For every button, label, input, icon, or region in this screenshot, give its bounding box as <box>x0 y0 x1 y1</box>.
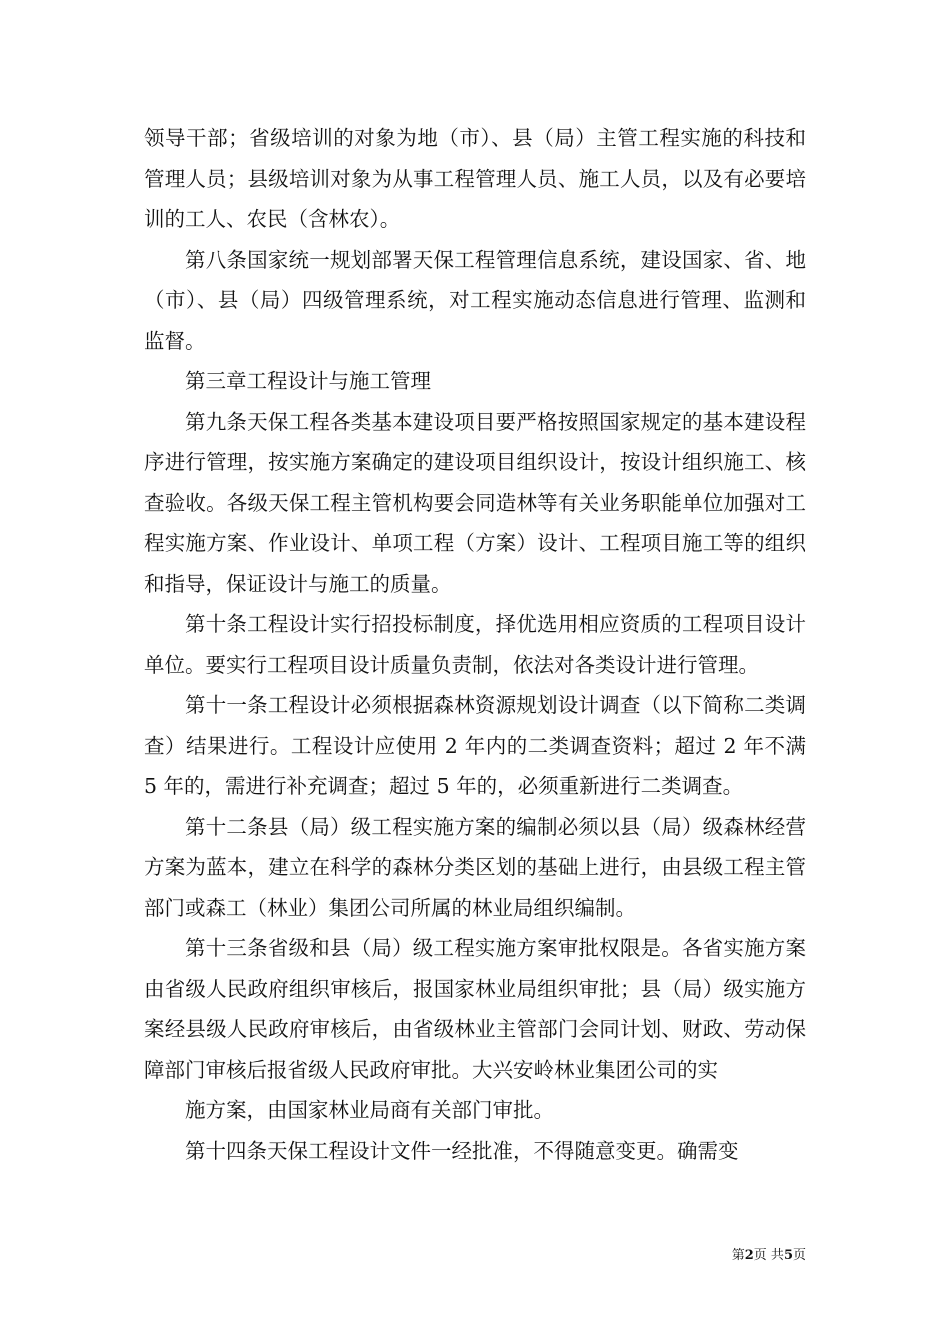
footer-current-page: 2 <box>744 1248 754 1263</box>
paragraph-article-9: 第九条天保工程各类基本建设项目要严格按照国家规定的基本建设程序进行管理，按实施方案确定的建设项目组织设计，按设计组织施工、核查验收。各级天保工程主管机构要会同造林等有关业务职能单位加强对工程实施方案、作业设计、单项工程（方案）设计、工程项目施工等的组织和指导，保证设计与施工的质量。 <box>144 409 806 596</box>
paragraph-article-12: 第十二条县（局）级工程实施方案的编制必须以县（局）级森林经营方案为蓝本，建立在科学的森林分类区划的基础上进行，由县级工程主管部门或森工（林业）集团公司所属的林业局组织编制。 <box>144 814 806 920</box>
footer-suffix: 页 <box>792 1248 806 1263</box>
paragraph-article-10: 第十条工程设计实行招投标制度，择优选用相应资质的工程项目设计单位。要实行工程项目设计质量负责制，依法对各类设计进行管理。 <box>144 612 806 677</box>
paragraph-article-13: 第十三条省级和县（局）级工程实施方案审批权限是。各省实施方案由省级人民政府组织审核后，报国家林业局组织审批；县（局）级实施方案经县级人民政府审核后，由省级林业主管部门会同计划、财政、劳动保障部门审核后报省级人民政府审批。大兴安岭林业集团公司的实 <box>144 936 806 1082</box>
footer-prefix: 第 <box>731 1248 745 1263</box>
footer-middle: 页 共 <box>753 1248 784 1263</box>
paragraph-article-11: 第十一条工程设计必须根据森林资源规划设计调查（以下简称二类调查）结果进行。工程设计应使用 2 年内的二类调查资料；超过 2 年不满 5 年的，需进行补充调查；超过 5 年的，必须重新进行二类调查。 <box>144 693 806 798</box>
paragraph-article-14: 第十四条天保工程设计文件一经批准，不得随意变更。确需变 <box>185 1138 739 1163</box>
page-footer <box>732 1244 806 1263</box>
paragraph-article-13-continued: 施方案，由国家林业局商有关部门审批。 <box>185 1098 554 1122</box>
paragraph-training: 领导干部；省级培训的对象为地（市）、县（局）主管工程实施的科技和管理人员；县级培训对象为从事工程管理人员、施工人员，以及有必要培训的工人、农民（含林农）。 <box>144 126 806 231</box>
footer-total-pages: 5 <box>783 1248 793 1263</box>
chapter-heading: 第三章工程设计与施工管理 <box>185 369 431 393</box>
paragraph-article-8: 第八条国家统一规划部署天保工程管理信息系统，建设国家、省、地（市）、县（局）四级管理系统，对工程实施动态信息进行管理、监测和监督。 <box>144 247 806 353</box>
document-body <box>144 118 806 1171</box>
